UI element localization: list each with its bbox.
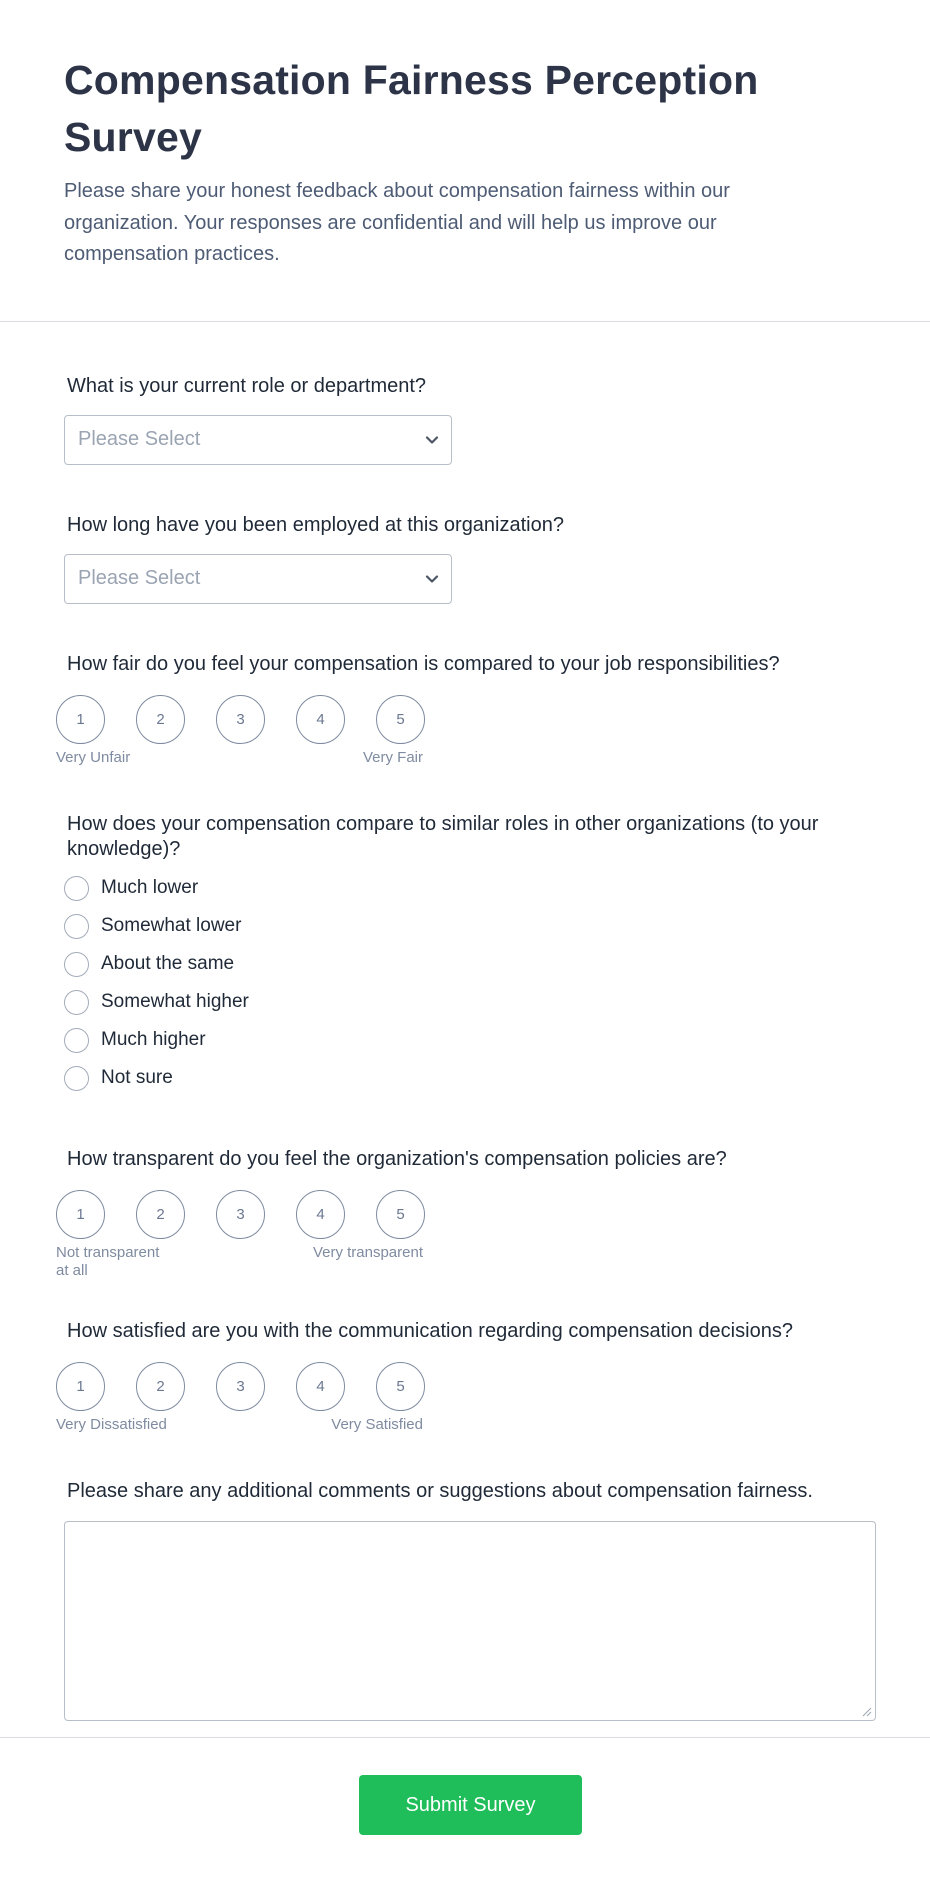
communication-scale xyxy=(56,1362,866,1411)
question-label: How long have you been employed at this organization? xyxy=(67,513,564,536)
select-value: Please Select xyxy=(78,428,201,450)
scale-option-1[interactable]: 1 xyxy=(56,1190,105,1239)
radio-option-much-lower[interactable] xyxy=(64,876,866,901)
page-description: Please share your honest feedback about compensation fairness within our organization. Your responses are confidential and will help us improve our compensation practices. xyxy=(64,180,730,265)
question-label: How transparent do you feel the organization's compensation policies are? xyxy=(67,1147,727,1170)
question-label: How does your compensation compare to similar roles in other organizations (to your knowledge)? xyxy=(67,812,819,860)
question-market-comparison xyxy=(64,812,866,1091)
radio-option-not-sure[interactable] xyxy=(64,1066,866,1091)
scale-option-4[interactable]: 4 xyxy=(296,1362,345,1411)
question-label: What is your current role or department? xyxy=(67,374,427,397)
radio-option-about-same[interactable] xyxy=(64,952,866,977)
radio-label: Somewhat lower xyxy=(101,915,242,936)
scale-option-1[interactable]: 1 xyxy=(56,695,105,744)
question-comments xyxy=(64,1479,866,1721)
chevron-down-icon xyxy=(425,574,439,584)
question-label: Please share any additional comments or suggestions about compensation fairness. xyxy=(67,1479,813,1502)
scale-option-3[interactable]: 3 xyxy=(216,1362,265,1411)
resize-handle-icon[interactable] xyxy=(862,1707,872,1717)
scale-option-2[interactable]: 2 xyxy=(136,695,185,744)
radio-label: About the same xyxy=(101,953,235,974)
radio-button[interactable] xyxy=(64,990,89,1015)
radio-button[interactable] xyxy=(64,914,89,939)
comments-textarea[interactable] xyxy=(64,1521,876,1721)
radio-button[interactable] xyxy=(64,1066,89,1091)
scale-option-2[interactable]: 2 xyxy=(136,1362,185,1411)
question-transparency xyxy=(56,1147,866,1280)
scale-high-label: Very Fair xyxy=(362,748,423,766)
role-select[interactable] xyxy=(64,415,452,465)
select-value: Please Select xyxy=(78,567,201,589)
question-role xyxy=(64,374,866,465)
scale-labels xyxy=(56,749,423,767)
radio-label: Much higher xyxy=(101,1029,206,1050)
question-tenure xyxy=(64,513,866,604)
radio-group xyxy=(64,876,866,1091)
form-footer xyxy=(0,1737,930,1883)
scale-option-3[interactable]: 3 xyxy=(216,695,265,744)
tenure-select[interactable] xyxy=(64,554,452,604)
scale-option-3[interactable]: 3 xyxy=(216,1190,265,1239)
question-label: How fair do you feel your compensation is compared to your job responsibilities? xyxy=(67,652,780,675)
radio-label: Much lower xyxy=(101,877,199,898)
submit-survey-button[interactable]: Submit Survey xyxy=(359,1775,582,1835)
scale-labels xyxy=(56,1416,423,1434)
scale-low-label: Not transparent at all xyxy=(56,1243,160,1279)
radio-label: Somewhat higher xyxy=(101,991,249,1012)
radio-button[interactable] xyxy=(64,1028,89,1053)
scale-high-label: Very transparent xyxy=(312,1243,423,1261)
scale-labels xyxy=(56,1244,423,1280)
scale-option-1[interactable]: 1 xyxy=(56,1362,105,1411)
radio-option-much-higher[interactable] xyxy=(64,1028,866,1053)
scale-option-2[interactable]: 2 xyxy=(136,1190,185,1239)
scale-option-5[interactable]: 5 xyxy=(376,1362,425,1411)
fairness-scale xyxy=(56,695,866,744)
scale-option-4[interactable]: 4 xyxy=(296,1190,345,1239)
question-label: How satisfied are you with the communication regarding compensation decisions? xyxy=(67,1319,793,1342)
question-fairness xyxy=(56,652,866,767)
radio-option-somewhat-higher[interactable] xyxy=(64,990,866,1015)
survey-header xyxy=(0,0,930,322)
scale-option-5[interactable]: 5 xyxy=(376,695,425,744)
scale-option-5[interactable]: 5 xyxy=(376,1190,425,1239)
radio-button[interactable] xyxy=(64,876,89,901)
radio-button[interactable] xyxy=(64,952,89,977)
scale-low-label: Very Unfair xyxy=(56,748,131,766)
survey-form xyxy=(0,322,930,1721)
question-communication xyxy=(56,1319,866,1434)
scale-low-label: Very Dissatisfied xyxy=(56,1415,167,1433)
radio-option-somewhat-lower[interactable] xyxy=(64,914,866,939)
chevron-down-icon xyxy=(425,435,439,445)
scale-option-4[interactable]: 4 xyxy=(296,695,345,744)
scale-high-label: Very Satisfied xyxy=(331,1415,423,1433)
transparency-scale xyxy=(56,1190,866,1239)
radio-label: Not sure xyxy=(101,1067,173,1088)
page-title: Compensation Fairness Perception Survey xyxy=(64,57,759,160)
